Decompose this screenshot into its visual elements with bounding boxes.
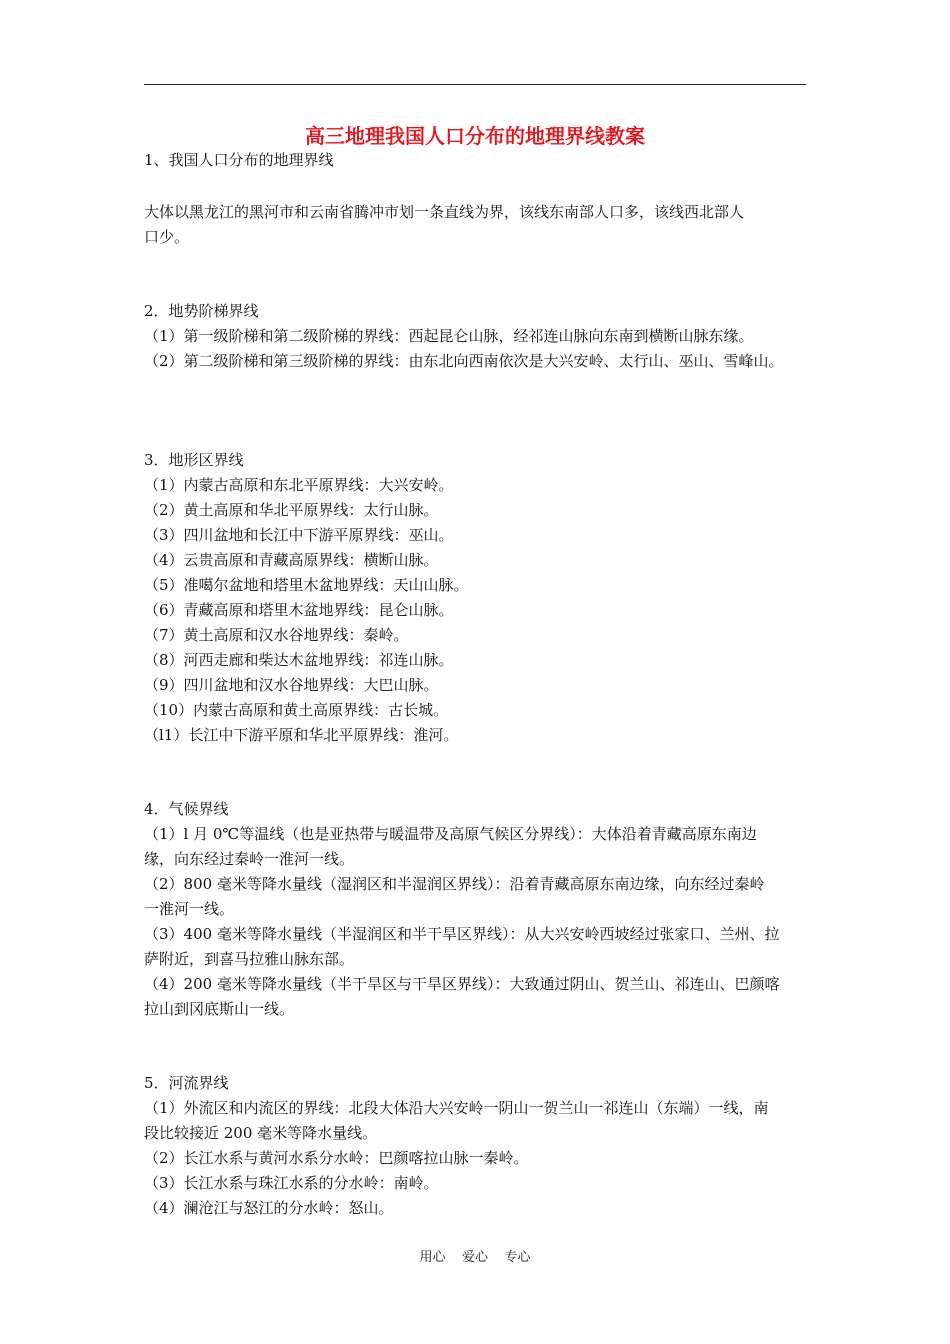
header-rule [144, 84, 806, 85]
list-item: （2）长江水系与黄河水系分水岭：巴颜喀拉山脉一秦岭。 [144, 1149, 529, 1167]
page-footer: 用心 爱心 专心 [419, 1250, 531, 1265]
list-item: （8）河西走廊和柴达木盆地界线：祁连山脉。 [144, 651, 454, 669]
list-item: （6）青藏高原和塔里木盆地界线：昆仑山脉。 [144, 601, 454, 619]
list-item: （2）第二级阶梯和第三级阶梯的界线：由东北向西南依次是大兴安岭、太行山、巫山、雪峰山。 [144, 352, 784, 370]
list-item: （2）800 毫米等降水量线（湿润区和半湿润区界线）：沿着青藏高原东南边缘，向东经过秦岭 [144, 875, 765, 893]
section-heading-1: 1、我国人口分布的地理界线 [144, 151, 334, 169]
list-item: （4）云贵高原和青藏高原界线：横断山脉。 [144, 551, 439, 569]
list-item: （2）黄土高原和华北平原界线：太行山脉。 [144, 501, 439, 519]
paragraph-line: 口少。 [144, 228, 190, 246]
list-item: （1）内蒙古高原和东北平原界线：大兴安岭。 [144, 476, 454, 494]
list-item: （10）内蒙古高原和黄土高原界线：古长城。 [144, 701, 449, 719]
list-item-continuation: 段比较接近 200 毫米等降水量线。 [144, 1124, 378, 1142]
list-item-continuation: 一淮河一线。 [144, 900, 235, 918]
list-item: （4）200 毫米等降水量线（半干旱区与干旱区界线）：大致通过阴山、贺兰山、祁连山、巴颜喀 [144, 975, 780, 993]
list-item: （1）l 月 0℃等温线（也是亚热带与暖温带及高原气候区分界线）：大体沿着青藏高原东南边 [144, 825, 757, 843]
list-item: （1）第一级阶梯和第二级阶梯的界线：西起昆仑山脉，经祁连山脉向东南到横断山脉东缘。 [144, 327, 754, 345]
document-title: 高三地理我国人口分布的地理界线教案 [305, 124, 645, 148]
list-item: （3）400 毫米等降水量线（半湿润区和半干旱区界线）：从大兴安岭西坡经过张家口、兰州、拉 [144, 925, 780, 943]
list-item-continuation: 缘，向东经过秦岭一淮河一线。 [144, 850, 355, 868]
paragraph-line: 大体以黑龙江的黑河市和云南省腾冲市划一条直线为界，该线东南部人口多，该线西北部人 [144, 203, 745, 221]
list-item: （1）外流区和内流区的界线：北段大体沿大兴安岭一阴山一贺兰山一祁连山（东端）一线，南 [144, 1099, 769, 1117]
section-heading-3: 3．地形区界线 [144, 451, 244, 469]
list-item: （3）四川盆地和长江中下游平原界线：巫山。 [144, 526, 454, 544]
list-item-continuation: 拉山到冈底斯山一线。 [144, 1000, 295, 1018]
section-heading-4: 4．气候界线 [144, 800, 229, 818]
list-item: （9）四川盆地和汉水谷地界线：大巴山脉。 [144, 676, 439, 694]
section-heading-2: 2．地势阶梯界线 [144, 302, 259, 320]
section-heading-5: 5．河流界线 [144, 1074, 229, 1092]
list-item: （4）澜沧江与怒江的分水岭：怒山。 [144, 1199, 394, 1217]
list-item: （l1）长江中下游平原和华北平原界线：淮河。 [144, 726, 459, 744]
list-item-continuation: 萨附近，到喜马拉雅山脉东部。 [144, 950, 355, 968]
list-item: （3）长江水系与珠江水系的分水岭：南岭。 [144, 1174, 439, 1192]
list-item: （7）黄土高原和汉水谷地界线：秦岭。 [144, 626, 409, 644]
list-item: （5）准噶尔盆地和塔里木盆地界线：天山山脉。 [144, 576, 469, 594]
